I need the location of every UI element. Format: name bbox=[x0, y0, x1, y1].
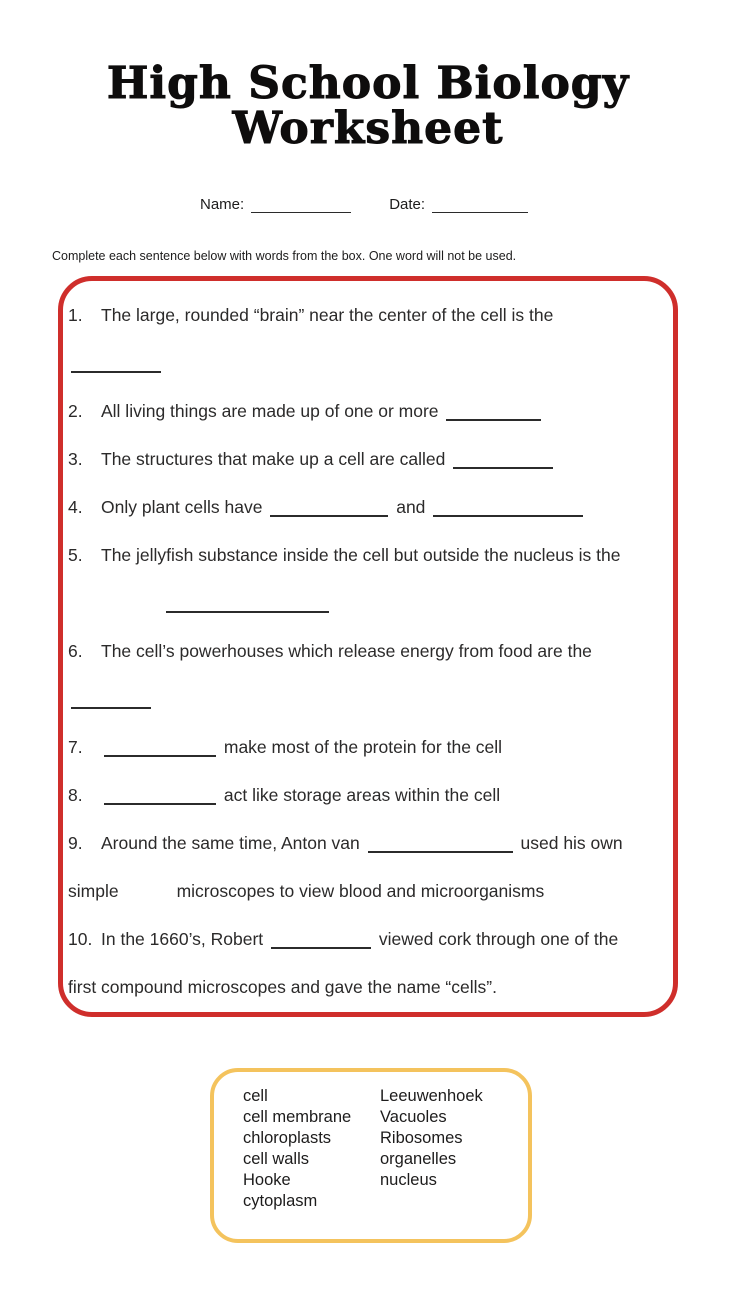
question-text: make most of the protein for the cell bbox=[219, 737, 503, 757]
question-number: 9. bbox=[68, 833, 83, 853]
question-line-q1 bbox=[68, 291, 665, 339]
question-text: simple bbox=[68, 881, 119, 901]
questions-box bbox=[58, 276, 678, 1017]
date-blank[interactable] bbox=[432, 197, 528, 213]
word-bank-item: cell walls bbox=[243, 1150, 310, 1168]
question-text: act like storage areas within the cell bbox=[219, 785, 501, 805]
word-bank-column-1 bbox=[243, 1086, 380, 1239]
question-number: 2. bbox=[68, 401, 83, 421]
question-number: 1. bbox=[68, 305, 83, 325]
question-line-q5 bbox=[68, 531, 665, 579]
question-line-q9 bbox=[68, 867, 665, 915]
question-text: The structures that make up a cell are called bbox=[101, 449, 451, 469]
page-title-line1: High School Biology bbox=[106, 58, 630, 109]
name-blank[interactable] bbox=[251, 197, 351, 213]
question-number: 7. bbox=[68, 737, 83, 757]
question-text: The cell’s powerhouses which release energy from food are the bbox=[101, 641, 592, 661]
answer-blank[interactable] bbox=[270, 497, 388, 517]
question-line-q6 bbox=[68, 627, 665, 675]
question-number: 10. bbox=[68, 929, 93, 949]
word-bank-box bbox=[210, 1068, 532, 1243]
question-text: The large, rounded “brain” near the center of the cell is the bbox=[101, 305, 554, 325]
answer-blank[interactable] bbox=[104, 737, 216, 757]
question-text: viewed cork through one of the bbox=[374, 929, 619, 949]
word-bank-item: Ribosomes bbox=[380, 1129, 463, 1147]
question-line-q2 bbox=[68, 387, 665, 435]
question-line-q1 bbox=[68, 339, 665, 387]
answer-blank[interactable] bbox=[166, 593, 329, 613]
question-number: 8. bbox=[68, 785, 83, 805]
answer-blank[interactable] bbox=[446, 401, 541, 421]
word-bank-item: cytoplasm bbox=[243, 1192, 318, 1210]
page-title bbox=[0, 58, 736, 154]
instruction-text: Complete each sentence below with words from the box. One word will not be used. bbox=[52, 249, 517, 263]
answer-blank[interactable] bbox=[71, 689, 151, 709]
question-line-q10 bbox=[68, 915, 665, 963]
question-text: and bbox=[391, 497, 431, 517]
word-bank-item: cell membrane bbox=[243, 1108, 352, 1126]
question-number: 5. bbox=[68, 545, 83, 565]
question-line-q7 bbox=[68, 723, 665, 771]
question-line-q9 bbox=[68, 819, 665, 867]
word-bank-item: nucleus bbox=[380, 1171, 437, 1189]
word-bank-item: Hooke bbox=[243, 1171, 291, 1189]
question-text: In the 1660’s, Robert bbox=[101, 929, 269, 949]
word-bank-item: chloroplasts bbox=[243, 1129, 332, 1147]
question-text: Around the same time, Anton van bbox=[101, 833, 365, 853]
question-text: first compound microscopes and gave the name “cells”. bbox=[68, 977, 497, 997]
question-text: The jellyfish substance inside the cell but outside the nucleus is the bbox=[101, 545, 621, 565]
page-title-line2: Worksheet bbox=[232, 102, 504, 154]
question-text: used his own bbox=[515, 833, 623, 853]
answer-blank[interactable] bbox=[433, 497, 583, 517]
question-number: 3. bbox=[68, 449, 83, 469]
question-line-q5 bbox=[68, 579, 665, 627]
answer-blank[interactable] bbox=[71, 353, 161, 373]
answer-blank[interactable] bbox=[368, 833, 513, 853]
name-label: Name: bbox=[200, 196, 245, 213]
questions-list bbox=[68, 291, 665, 1011]
question-text: Only plant cells have bbox=[101, 497, 268, 517]
date-label: Date: bbox=[389, 196, 426, 213]
question-line-q4 bbox=[68, 483, 665, 531]
question-number: 6. bbox=[68, 641, 83, 661]
question-line-q3 bbox=[68, 435, 665, 483]
question-text: All living things are made up of one or more bbox=[101, 401, 444, 421]
name-date-row bbox=[200, 196, 528, 213]
question-number: 4. bbox=[68, 497, 83, 517]
question-line-q8 bbox=[68, 771, 665, 819]
answer-blank[interactable] bbox=[453, 449, 553, 469]
word-bank-column-2 bbox=[380, 1086, 528, 1239]
question-line-q6 bbox=[68, 675, 665, 723]
answer-blank[interactable] bbox=[271, 929, 371, 949]
word-bank-item: Vacuoles bbox=[380, 1108, 447, 1126]
answer-blank[interactable] bbox=[104, 785, 216, 805]
word-bank-item: organelles bbox=[380, 1150, 457, 1168]
question-text: microscopes to view blood and microorganisms bbox=[176, 881, 545, 901]
word-bank-item: cell bbox=[243, 1087, 268, 1105]
word-bank-item: Leeuwenhoek bbox=[380, 1087, 483, 1105]
question-line-q10 bbox=[68, 963, 665, 1011]
